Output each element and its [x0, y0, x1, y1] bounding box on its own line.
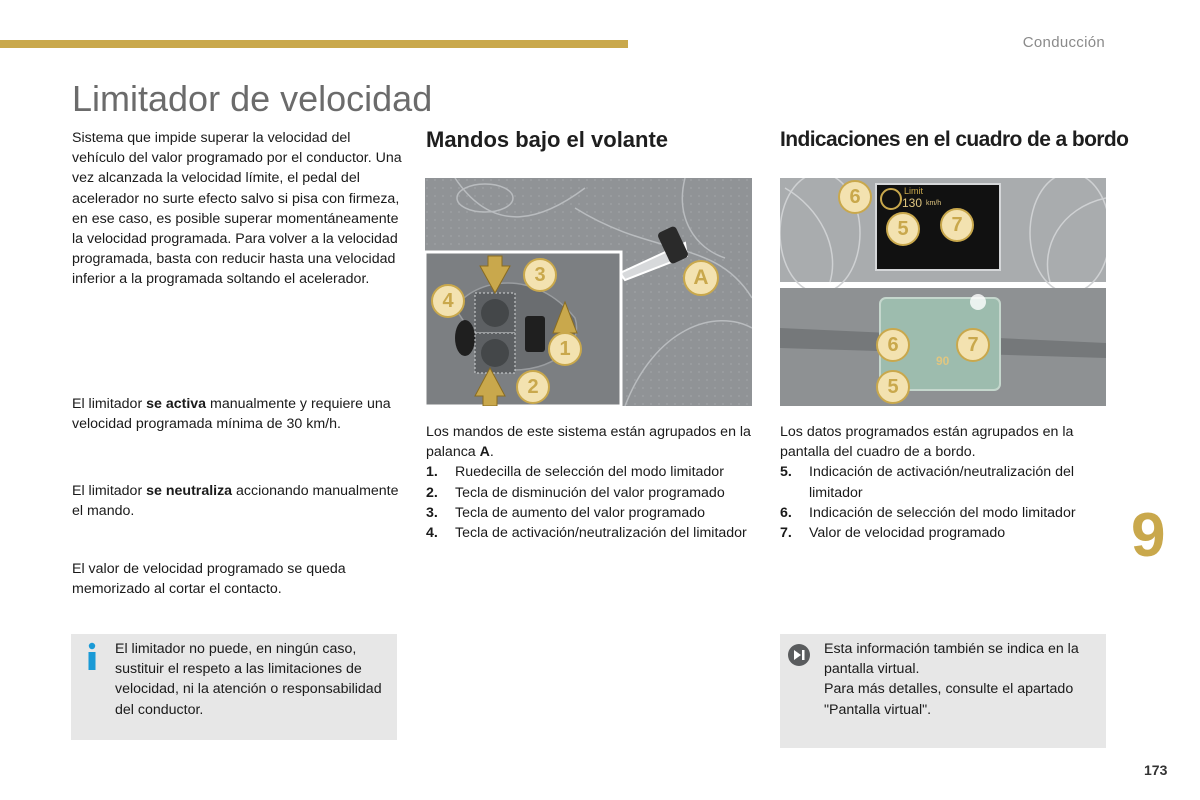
- virtual-display-note-box: [780, 634, 1106, 748]
- controls-list: [426, 462, 756, 543]
- info-icon: [85, 642, 99, 676]
- callout-4: 4: [431, 284, 465, 318]
- controls-description: [426, 422, 756, 543]
- dashboard-illustration: [780, 178, 1106, 406]
- limit-icon: [880, 188, 902, 210]
- callout-1: 1: [548, 332, 582, 366]
- steering-controls-illustration: [425, 178, 752, 406]
- callout-5-bottom: 5: [876, 370, 910, 404]
- limit-label: Limit: [904, 186, 924, 196]
- activation-paragraph: El limitador se activa manualmente y requiere una velocidad programada mínima de 30 km/h.: [72, 396, 391, 433]
- intro-paragraph: Sistema que impide superar la velocidad del vehículo del valor programado por el conductor. Una vez alcanzada la velocidad límite, el pedal del acelerador no surte efecto salvo si pisa con firmeza, en ese caso, es posible superar momentáneamente la velocidad programada. Para volver a la velocidad programada, basta con reducir hasta una velocidad inferior a la programada soltando el acelerador.: [72, 130, 402, 288]
- list-item: 3. Tecla de aumento del valor programado: [426, 504, 706, 521]
- callout-3: 3: [523, 258, 557, 292]
- dashboard-description: [780, 422, 1110, 543]
- info-note-box: [71, 634, 397, 740]
- skip-forward-icon: [788, 644, 810, 672]
- limit-unit: km/h: [926, 200, 942, 207]
- list-item: 1. Ruedecilla de selección del modo limitador: [426, 464, 724, 481]
- dashboard-heading: Indicaciones en el cuadro de a bordo: [780, 128, 1129, 151]
- callout-6-bottom: 6: [876, 328, 910, 362]
- section-title: Conducción: [1022, 34, 1105, 51]
- callout-7-top: 7: [940, 208, 974, 242]
- list-item: 5. Indicación de activación/neutralización del limitador: [780, 464, 1074, 501]
- controls-heading: Mandos bajo el volante: [426, 127, 669, 152]
- hud-speed: 90: [936, 354, 950, 368]
- list-item: 4. Tecla de activación/neutralización del limitador: [426, 525, 747, 542]
- callout-6-top: 6: [838, 180, 872, 214]
- info-note-text: El limitador no puede, en ningún caso, sustituir el respeto a las limitaciones de velocidad, ni la atención o responsabilidad del conductor.: [115, 641, 382, 718]
- callout-7-bottom: 7: [956, 328, 990, 362]
- left-column: [72, 128, 402, 290]
- chapter-number: 9: [1131, 501, 1166, 570]
- list-item: 6. Indicación de selección del modo limitador: [780, 504, 1076, 521]
- callout-a: A: [683, 260, 719, 296]
- header-gold-bar: [0, 40, 628, 48]
- dashboard-intro: Los datos programados están agrupados en la pantalla del cuadro de a bordo.: [780, 424, 1074, 461]
- limit-speed: 130: [902, 196, 923, 210]
- virtual-display-note-text: Esta información también se indica en la pantalla virtual. Para más detalles, consulte el apartado "Pantalla virtual".: [824, 641, 1079, 718]
- callout-5-top: 5: [886, 212, 920, 246]
- page-title: Limitador de velocidad: [72, 78, 433, 119]
- controls-intro: Los mandos de este sistema están agrupados en la palanca A.: [426, 424, 751, 461]
- page-number: 173: [1144, 762, 1168, 778]
- memory-paragraph: El valor de velocidad programado se queda memorizado al cortar el contacto.: [72, 561, 346, 598]
- list-item: 7. Valor de velocidad programado: [780, 525, 1006, 542]
- neutralization-paragraph: El limitador se neutraliza accionando manualmente el mando.: [72, 483, 399, 520]
- callout-2: 2: [516, 370, 550, 404]
- list-item: 2. Tecla de disminución del valor programado: [426, 484, 725, 501]
- dashboard-list: [780, 462, 1110, 543]
